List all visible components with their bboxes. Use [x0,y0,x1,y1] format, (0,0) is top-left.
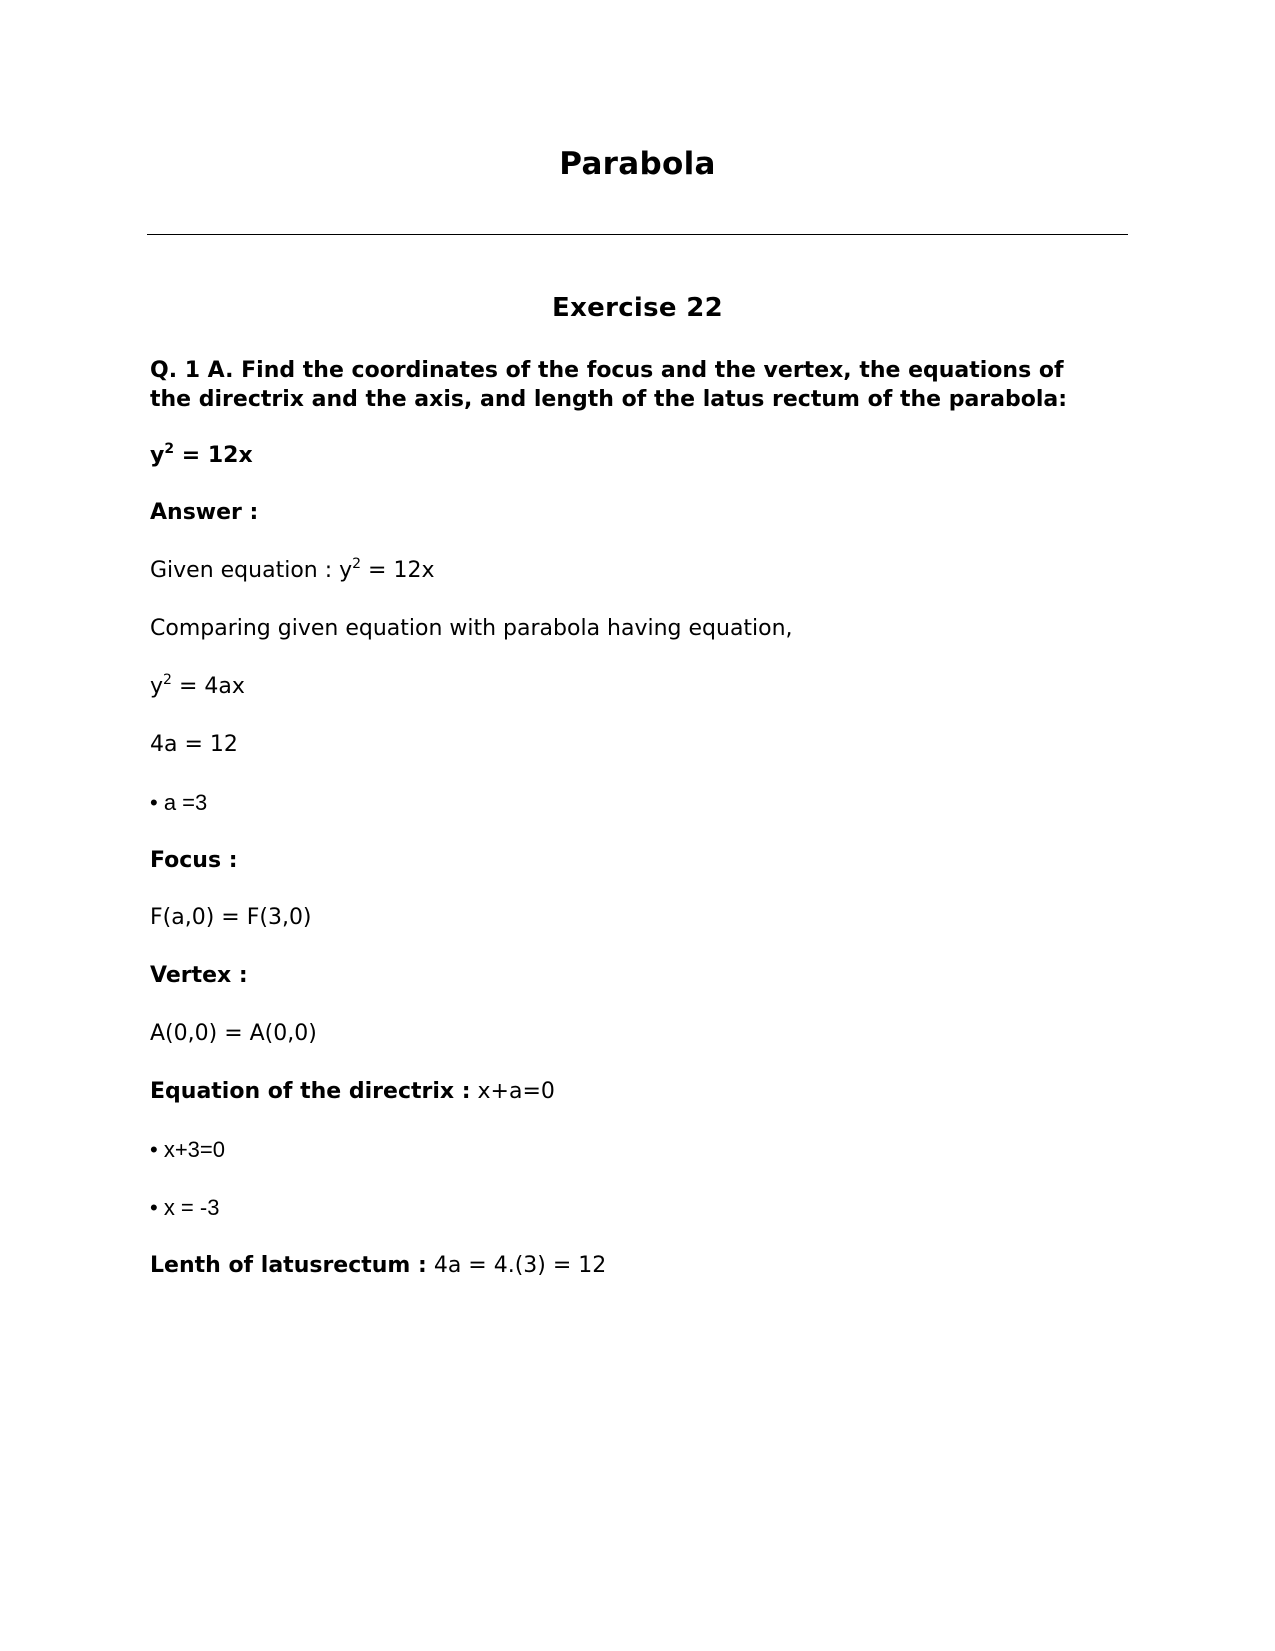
question-equation-rest: = 12x [174,443,253,468]
question-text: Q. 1 A. Find the coordinates of the focus and the vertex, the equations of the directrix and the axis, and length of the latus rectum of the parabola: [150,358,1068,412]
latus-rectum-label: Lenth of latusrectum : [150,1253,427,1278]
standard-equation-rest: = 4ax [171,674,245,699]
question-equation-exponent: 2 [164,441,175,457]
directrix-value: x+a=0 [470,1079,555,1104]
standard-equation-exponent: 2 [163,672,172,688]
given-equation-rest: = 12x [361,558,435,583]
question-equation [150,441,253,470]
four-a-equation: 4a = 12 [150,732,238,757]
comparing-text: Comparing given equation with parabola having equation, [150,616,793,641]
vertex-value: A(0,0) = A(0,0) [150,1021,317,1046]
directrix-line [150,1077,555,1106]
vertex-label: Vertex : [150,963,248,988]
page-title: Parabola [559,146,716,182]
given-equation-prefix: Given equation : y [150,558,353,583]
directrix-step-1: • x+3=0 [150,1137,225,1162]
answer-label: Answer : [150,500,259,525]
directrix-step-2: • x = -3 [150,1195,220,1220]
standard-equation [150,672,245,701]
question-equation-base: y [150,443,165,468]
directrix-label: Equation of the directrix : [150,1079,471,1104]
title-divider [147,234,1128,235]
focus-value: F(a,0) = F(3,0) [150,905,312,930]
given-equation-exponent: 2 [352,556,362,572]
a-value: • a =3 [150,790,208,815]
standard-equation-base: y [150,674,164,699]
latus-rectum-line [150,1251,606,1280]
focus-label: Focus : [150,848,238,873]
given-equation [150,556,435,585]
exercise-title: Exercise 22 [552,293,723,323]
latus-rectum-value: 4a = 4.(3) = 12 [426,1253,607,1278]
